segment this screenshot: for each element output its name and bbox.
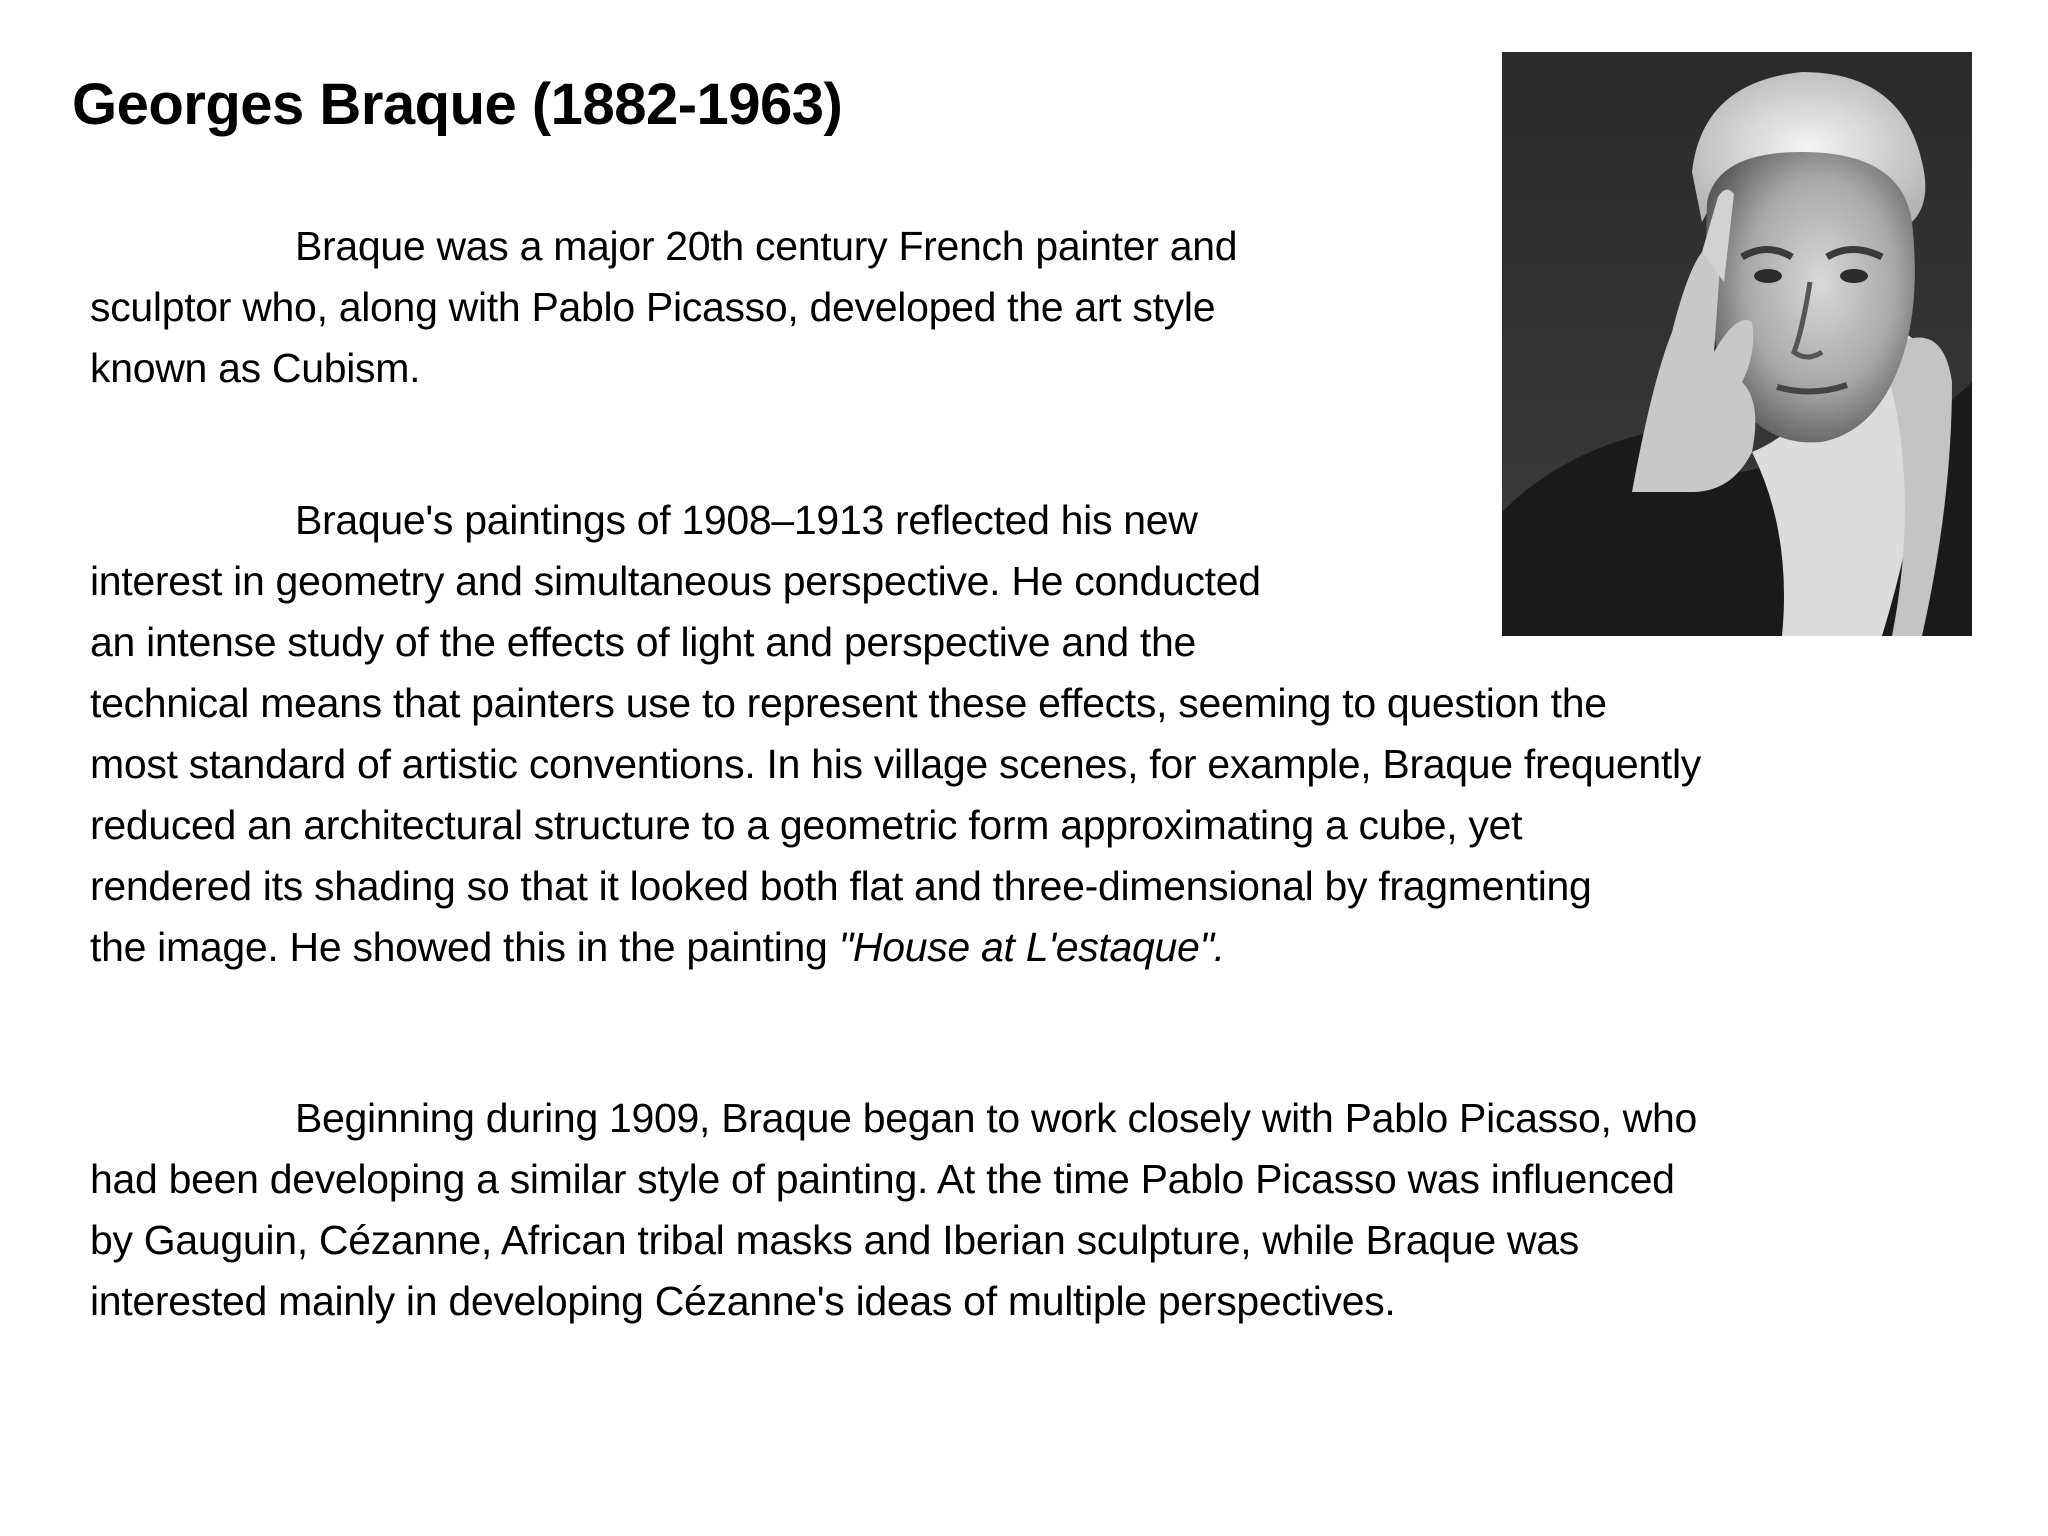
paragraph-line: sculptor who, along with Pablo Picasso, developed the art style [90, 284, 1216, 330]
paragraph-line: interested mainly in developing Cézanne's ideas of multiple perspectives. [90, 1278, 1396, 1324]
paragraph-text: the image. He showed this in the painting [90, 924, 839, 970]
paragraph-line: technical means that painters use to represent these effects, seeming to question the [90, 680, 1607, 726]
paragraph-paintings [90, 490, 1701, 978]
paragraph-line: an intense study of the effects of light and perspective and the [90, 619, 1197, 665]
paragraph-intro [90, 216, 1237, 399]
paragraph-line: by Gauguin, Cézanne, African tribal masks and Iberian sculpture, while Braque was [90, 1217, 1579, 1263]
paragraph-line: most standard of artistic conventions. In his village scenes, for example, Braque frequently [90, 741, 1701, 787]
paragraph-line-last [90, 917, 1701, 978]
paragraph-line: reduced an architectural structure to a geometric form approximating a cube, yet [90, 802, 1523, 848]
paragraph-line: Braque's paintings of 1908–1913 reflected his new [295, 497, 1198, 543]
paragraph-line: Beginning during 1909, Braque began to work closely with Pablo Picasso, who [295, 1095, 1697, 1141]
slide-title: Georges Braque (1882-1963) [72, 72, 843, 137]
paragraph-line: rendered its shading so that it looked both flat and three-dimensional by fragmenting [90, 863, 1592, 909]
paragraph-line: Braque was a major 20th century French painter and [295, 223, 1238, 269]
paragraph-picasso [90, 1088, 1697, 1332]
paragraph-line: known as Cubism. [90, 345, 421, 391]
painting-title: "House at L'estaque". [838, 924, 1225, 970]
paragraph-line: had been developing a similar style of painting. At the time Pablo Picasso was influenced [90, 1156, 1675, 1202]
paragraph-line: interest in geometry and simultaneous perspective. He conducted [90, 558, 1261, 604]
